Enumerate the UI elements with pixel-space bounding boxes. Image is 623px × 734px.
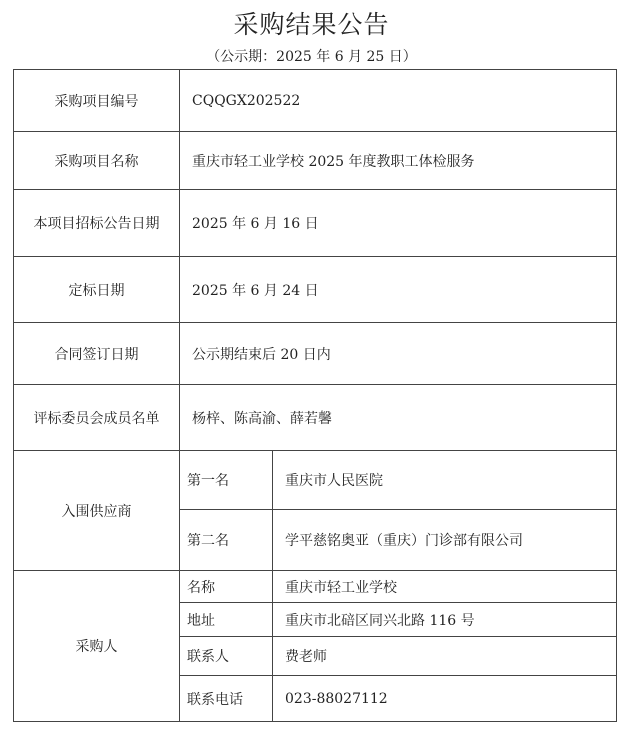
contract-date-value: 公示期结束后 20 日内 xyxy=(180,323,617,385)
purchaser-name: 重庆市轻工业学校 xyxy=(273,571,617,603)
contract-date-label: 合同签订日期 xyxy=(14,323,180,385)
supplier-rank: 第一名 xyxy=(180,451,273,510)
purchaser-contact-label: 联系人 xyxy=(180,637,273,676)
purchaser-phone-label: 联系电话 xyxy=(180,676,273,722)
purchaser-address: 重庆市北碚区同兴北路 116 号 xyxy=(273,603,617,637)
table-row xyxy=(14,323,617,385)
table-row xyxy=(14,70,617,132)
table-row xyxy=(14,257,617,323)
table-row xyxy=(14,451,617,510)
purchaser-label: 采购人 xyxy=(14,571,180,722)
committee-label: 评标委员会成员名单 xyxy=(14,385,180,451)
purchaser-contact: 费老师 xyxy=(273,637,617,676)
committee-value: 杨梓、陈高渝、薛若馨 xyxy=(180,385,617,451)
project-no-label: 采购项目编号 xyxy=(14,70,180,132)
supplier-rank: 第二名 xyxy=(180,510,273,571)
announce-date-label: 本项目招标公告日期 xyxy=(14,190,180,257)
table-row xyxy=(14,385,617,451)
publicity-period: （公示期：2025 年 6 月 25 日） xyxy=(206,49,417,65)
project-name-label: 采购项目名称 xyxy=(14,132,180,190)
announce-date-value: 2025 年 6 月 16 日 xyxy=(180,190,617,257)
project-no-value: CQQGX202522 xyxy=(180,70,617,132)
supplier-name: 重庆市人民医院 xyxy=(273,451,617,510)
supplier-name: 学平慈铭奥亚（重庆）门诊部有限公司 xyxy=(273,510,617,571)
table-row xyxy=(14,190,617,257)
purchaser-address-label: 地址 xyxy=(180,603,273,637)
page-title: 采购结果公告 xyxy=(233,10,390,39)
suppliers-label: 入围供应商 xyxy=(14,451,180,571)
table-row xyxy=(14,132,617,190)
award-date-value: 2025 年 6 月 24 日 xyxy=(180,257,617,323)
purchaser-phone: 023-88027112 xyxy=(273,676,617,722)
project-name-value: 重庆市轻工业学校 2025 年度教职工体检服务 xyxy=(180,132,617,190)
result-table xyxy=(13,69,617,722)
table-row xyxy=(14,571,617,603)
award-date-label: 定标日期 xyxy=(14,257,180,323)
purchaser-name-label: 名称 xyxy=(180,571,273,603)
